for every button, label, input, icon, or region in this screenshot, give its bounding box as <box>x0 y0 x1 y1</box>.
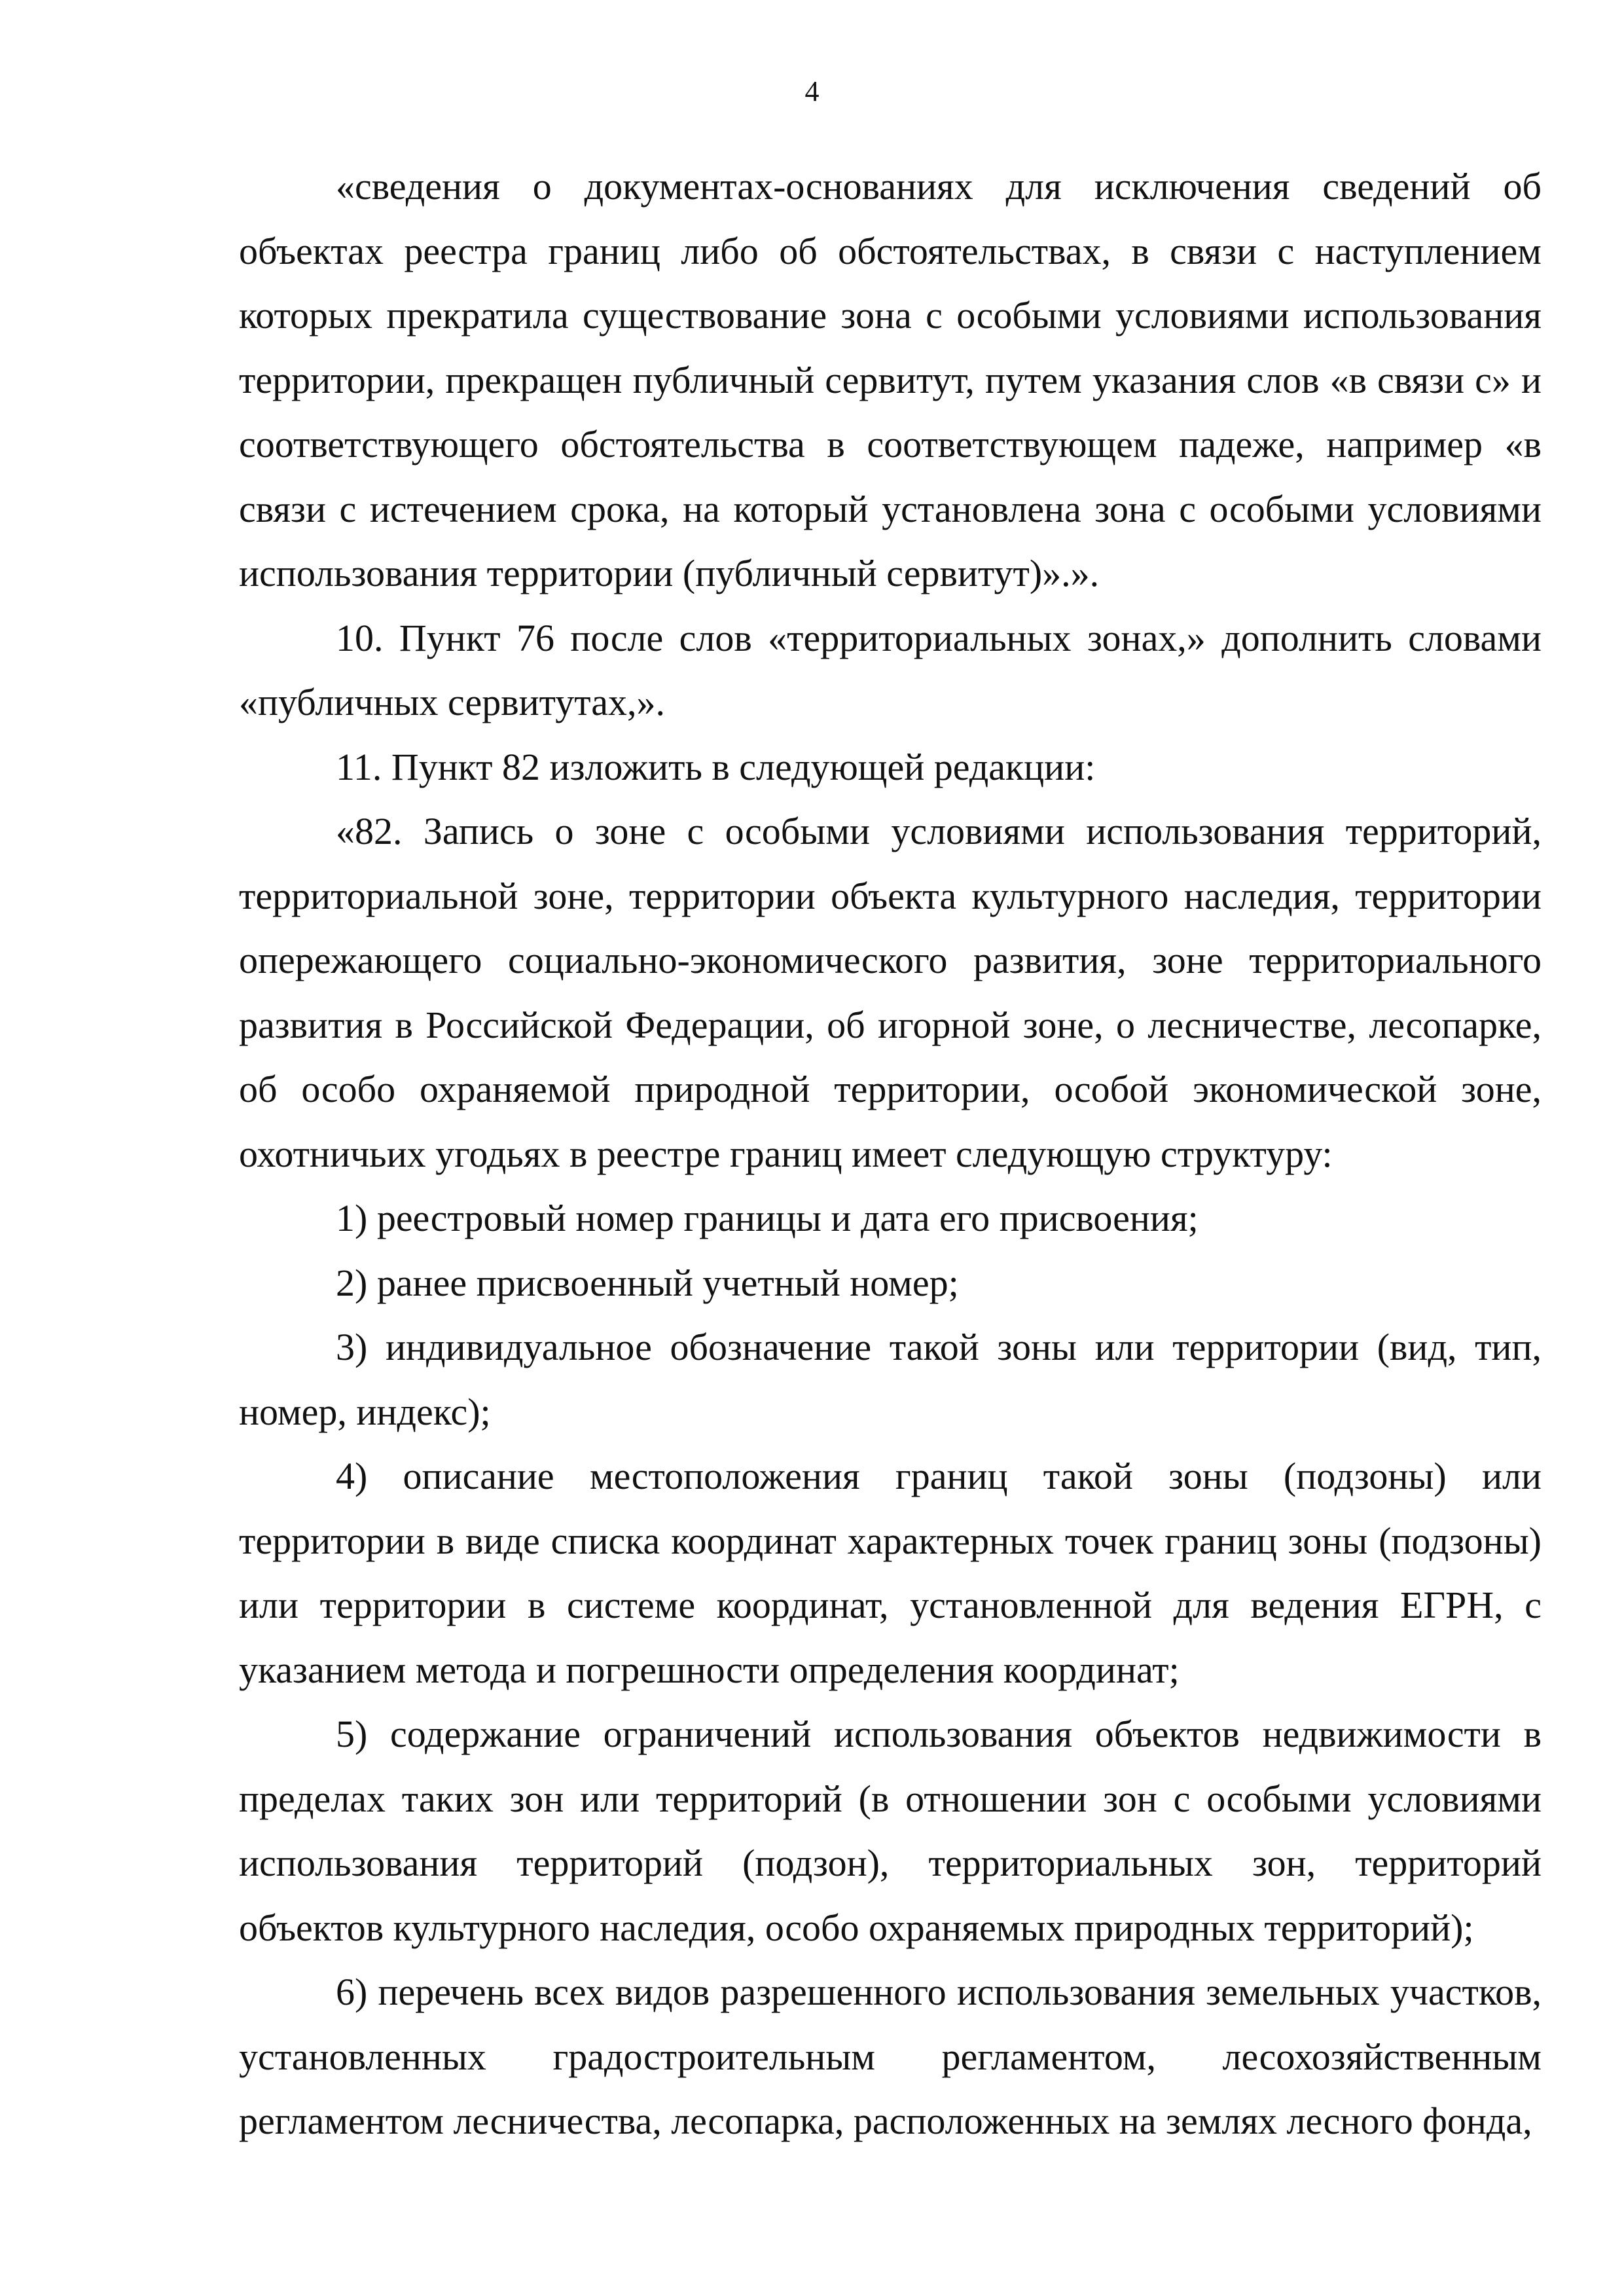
page-number: 4 <box>804 75 820 107</box>
paragraph-item-10: 10. Пункт 76 после слов «территориальных зонах,» дополнить словами «публичных сервитутах,». <box>239 616 1542 723</box>
list-item-2: 2) ранее присвоенный учетный номер; <box>336 1261 959 1304</box>
document-body <box>239 155 1542 2154</box>
list-item-4: 4) описание местоположения границ такой зоны (подзоны) или территории в виде списка координат характерных точек границ зоны (подзоны) или территории в системе координат, установленной для ведения ЕГРН, с указанием метода и погрешности определения координат; <box>239 1455 1542 1691</box>
paragraph-item-11: 11. Пункт 82 изложить в следующей редакции: <box>336 745 1096 788</box>
list-item-5: 5) содержание ограничений использования объектов недвижимости в пределах таких зон или территорий (в отношении зон с особыми условиями использования территорий (подзон), территориальных зон, территорий объектов культурного наследия, особо охраняемых природных территорий); <box>239 1713 1542 1949</box>
list-item-3: 3) индивидуальное обозначение такой зоны или территории (вид, тип, номер, индекс); <box>239 1326 1542 1433</box>
list-item-1: 1) реестровый номер границы и дата его присвоения; <box>336 1197 1199 1239</box>
list-item-6: 6) перечень всех видов разрешенного использования земельных участков, установленных градостроительным регламентом, лесохозяйственным регламентом лесничества, лесопарка, расположенных на землях лесного фонда, <box>239 1971 1542 2142</box>
paragraph-quote-documents: «сведения о документах-основаниях для исключения сведений об объектах реестра границ либо об обстоятельствах, в связи с наступлением которых прекратила существование зона с особыми условиями использования территории, прекращен публичный сервитут, путем указания слов «в связи с» и соответствующего обстоятельства в соответствующем падеже, например «в связи с истечением срока, на который установлена зона с особыми условиями использования территории (публичный сервитут)».». <box>239 165 1542 594</box>
paragraph-82-structure: «82. Запись о зоне с особыми условиями использования территорий, территориальной зоне, территории объекта культурного наследия, территории опережающего социально-экономического развития, зоне территориального развития в Российской Федерации, об игорной зоне, о лесничестве, лесопарке, об особо охраняемой природной территории, особой экономической зоне, охотничьих угодьях в реестре границ имеет следующую структуру: <box>239 810 1542 1175</box>
